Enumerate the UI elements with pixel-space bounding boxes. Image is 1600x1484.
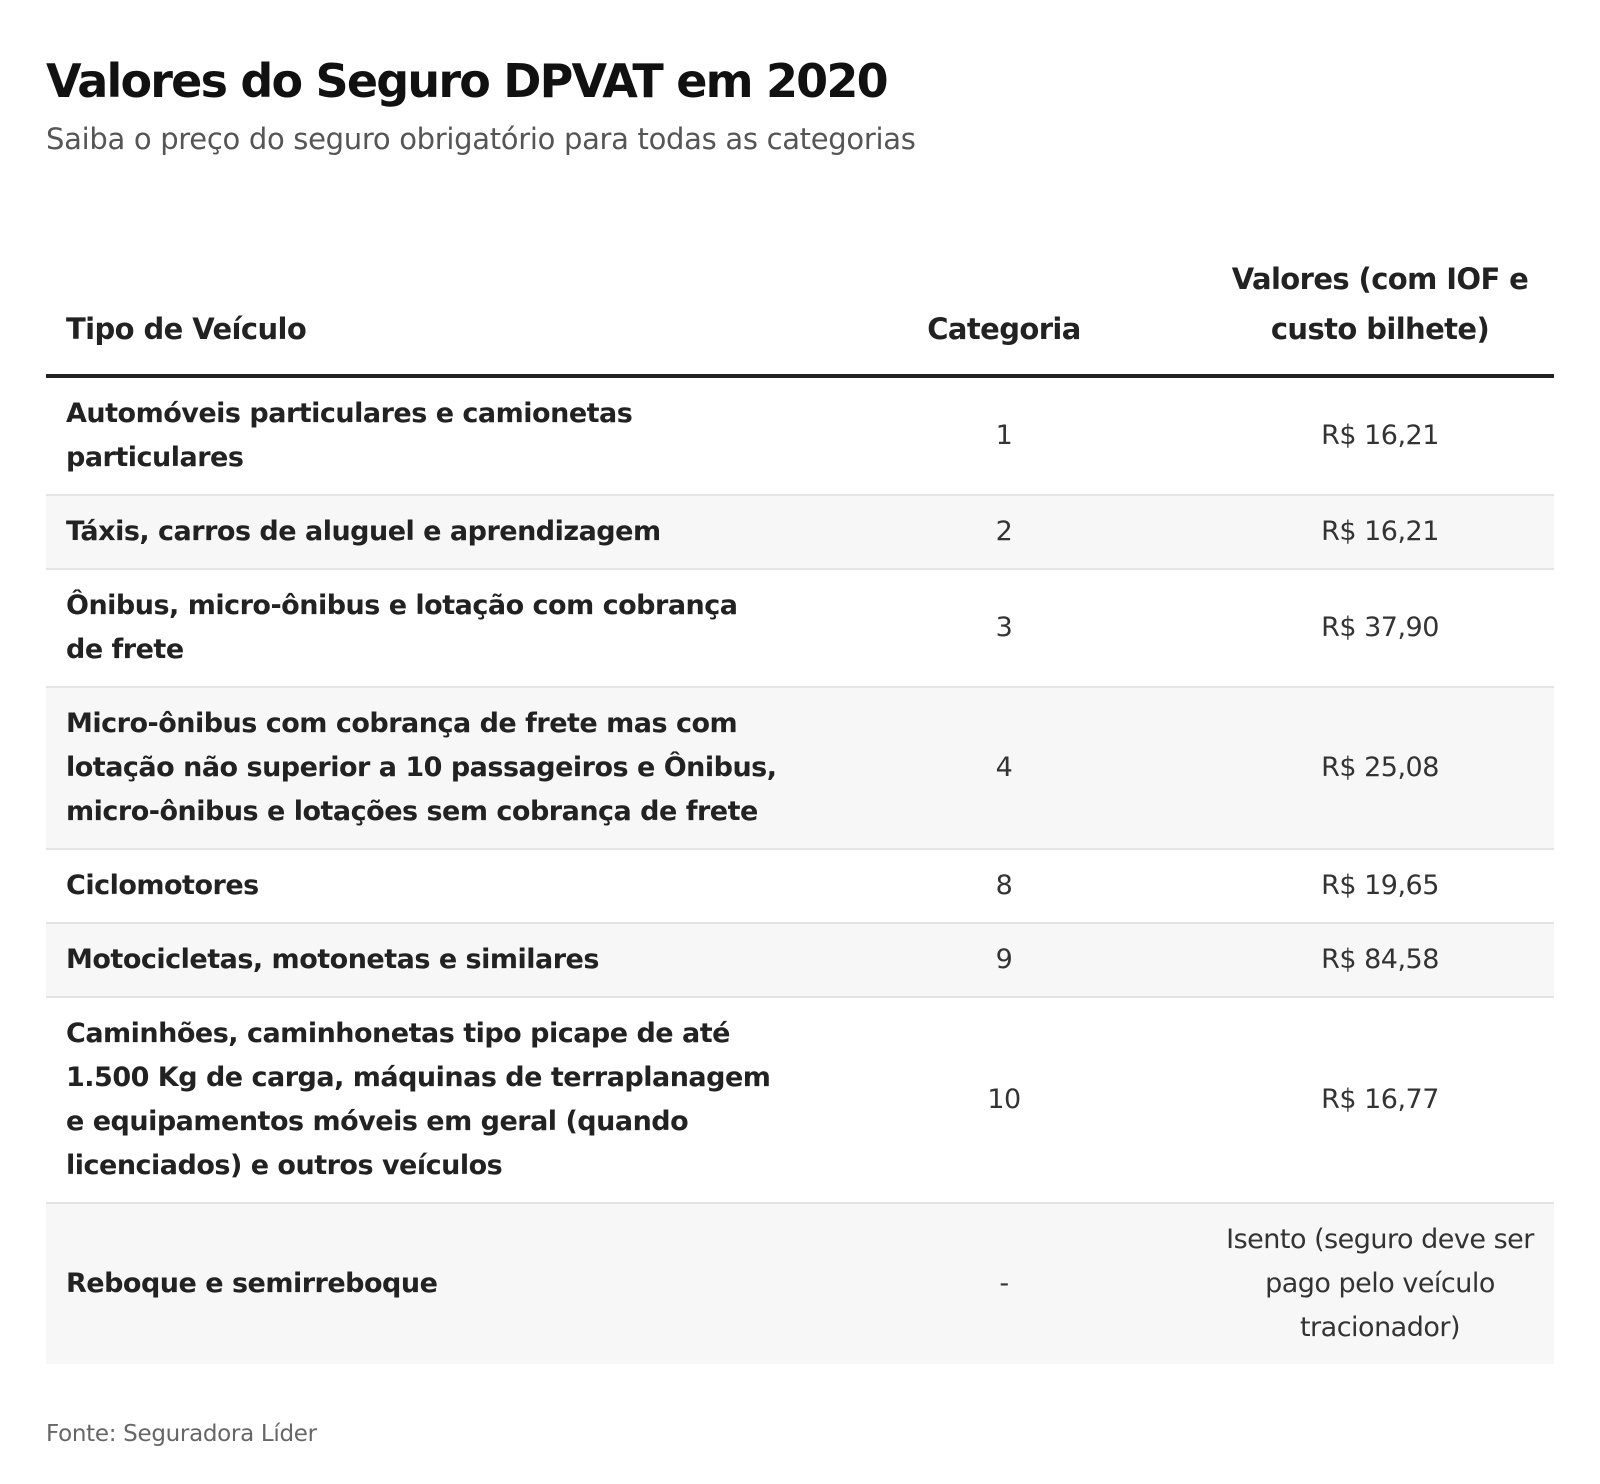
table-row (46, 376, 1554, 495)
page-title: Valores do Seguro DPVAT em 2020 (46, 54, 887, 108)
cell-valor: R$ 25,08 (1206, 687, 1554, 849)
table-row (46, 849, 1554, 923)
table-row (46, 687, 1554, 849)
source-note: Fonte: Seguradora Líder (46, 1421, 317, 1447)
cell-valor: R$ 16,21 (1206, 376, 1554, 495)
cell-tipo: Ônibus, micro-ônibus e lotação com cobrança de frete (46, 569, 802, 687)
cell-categoria: - (802, 1203, 1206, 1364)
cell-categoria: 2 (802, 495, 1206, 569)
table-body (46, 376, 1554, 1364)
dpvat-table (46, 252, 1554, 1364)
table-row (46, 923, 1554, 997)
cell-tipo: Micro-ônibus com cobrança de frete mas com lotação não superior a 10 passageiros e Ônibus, micro-ônibus e lotações sem cobrança de frete (46, 687, 802, 849)
cell-valor: R$ 16,77 (1206, 997, 1554, 1203)
table-row (46, 569, 1554, 687)
header-row (46, 252, 1554, 376)
cell-tipo: Motocicletas, motonetas e similares (46, 923, 802, 997)
column-header-valores: Valores (com IOF e custo bilhete) (1206, 252, 1554, 376)
cell-tipo: Táxis, carros de aluguel e aprendizagem (46, 495, 802, 569)
cell-tipo: Reboque e semirreboque (46, 1203, 802, 1364)
cell-valor: R$ 84,58 (1206, 923, 1554, 997)
cell-categoria: 9 (802, 923, 1206, 997)
table-row (46, 495, 1554, 569)
cell-tipo: Automóveis particulares e camionetas particulares (46, 376, 802, 495)
cell-categoria: 3 (802, 569, 1206, 687)
cell-categoria: 1 (802, 376, 1206, 495)
cell-valor: R$ 16,21 (1206, 495, 1554, 569)
cell-tipo: Caminhões, caminhonetas tipo picape de até 1.500 Kg de carga, máquinas de terraplanagem e equipamentos móveis em geral (quando licenciados) e outros veículos (46, 997, 802, 1203)
table-row (46, 1203, 1554, 1364)
cell-valor: R$ 19,65 (1206, 849, 1554, 923)
column-header-categoria: Categoria (802, 252, 1206, 376)
table-header (46, 252, 1554, 376)
table-row (46, 997, 1554, 1203)
cell-categoria: 4 (802, 687, 1206, 849)
cell-categoria: 8 (802, 849, 1206, 923)
cell-categoria: 10 (802, 997, 1206, 1203)
cell-valor: Isento (seguro deve ser pago pelo veículo tracionador) (1206, 1203, 1554, 1364)
cell-tipo: Ciclomotores (46, 849, 802, 923)
cell-valor: R$ 37,90 (1206, 569, 1554, 687)
column-header-tipo: Tipo de Veículo (46, 252, 802, 376)
page-subtitle: Saiba o preço do seguro obrigatório para todas as categorias (46, 122, 916, 156)
